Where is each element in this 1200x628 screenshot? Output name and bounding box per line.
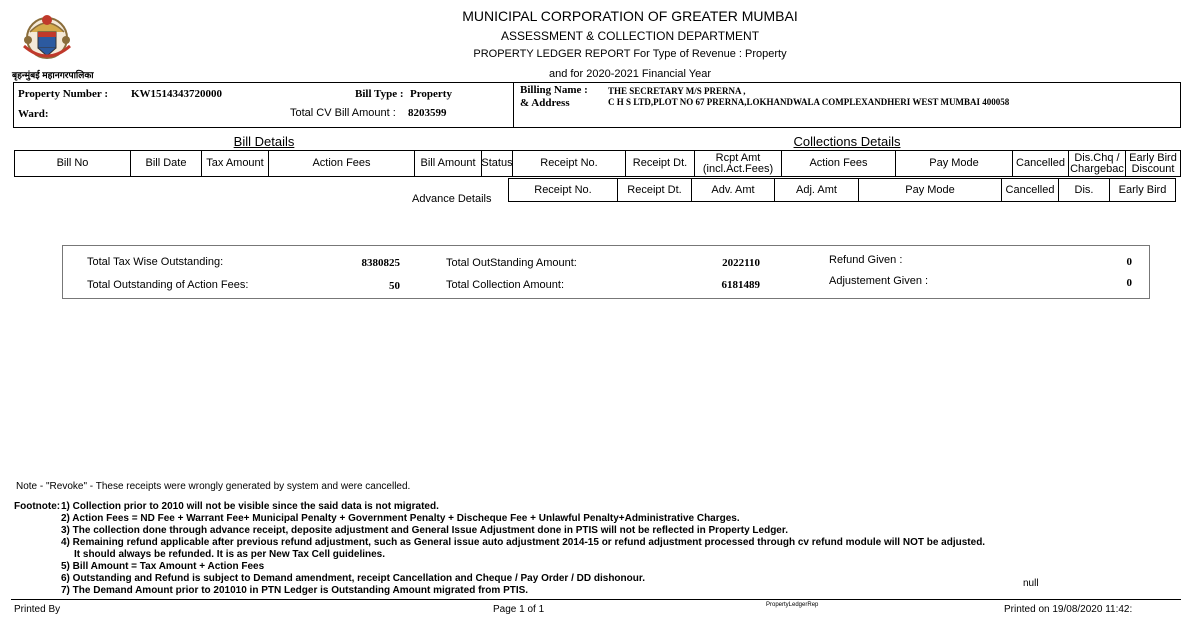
collection-value: 6181489: [721, 279, 760, 291]
bill-type-label: Bill Type :: [355, 88, 404, 100]
collection-label: Total Collection Amount:: [446, 279, 565, 291]
bill-details-title: Bill Details: [233, 134, 295, 149]
collections-header: [512, 150, 1181, 177]
page-number: Page 1 of 1: [493, 604, 545, 615]
adjustment-value: 0: [1126, 277, 1132, 289]
col-cancelled: Cancelled: [1013, 151, 1069, 176]
printed-on: Printed on 19/08/2020 11:42:: [1004, 604, 1133, 615]
footnote-5: 5) Bill Amount = Tax Amount + Action Fees: [61, 561, 265, 572]
bill-details-header: [14, 150, 513, 177]
col-coll-action-fees: Action Fees: [782, 151, 896, 176]
col-bill-no: Bill No: [15, 151, 131, 176]
adv-col-cancelled: Cancelled: [1002, 179, 1059, 201]
adv-col-adj-amt: Adj. Amt: [775, 179, 859, 201]
footnote-3: 3) The collection done through advance receipt, deposite adjustment and General Issue Adjustment done in PTIS will not be reflected in Property Ledger.: [61, 525, 788, 536]
tax-outstanding-label: Total Tax Wise Outstanding:: [87, 256, 224, 268]
action-outstanding-value: 50: [389, 280, 400, 292]
adv-col-pay-mode: Pay Mode: [859, 179, 1002, 201]
col-action-fees: Action Fees: [269, 151, 415, 176]
adjustment-label: Adjustement Given :: [829, 275, 929, 287]
col-pay-mode: Pay Mode: [896, 151, 1013, 176]
cv-amount-label: Total CV Bill Amount :: [290, 107, 396, 119]
action-outstanding-label: Total Outstanding of Action Fees:: [87, 279, 249, 291]
cv-amount: 8203599: [408, 107, 447, 119]
dept-title: ASSESSMENT & COLLECTION DEPARTMENT: [500, 29, 760, 43]
adv-col-receipt-dt: Receipt Dt.: [618, 179, 692, 201]
col-bill-date: Bill Date: [131, 151, 202, 176]
footnote-7: 7) The Demand Amount prior to 201010 in PTN Ledger is Outstanding Amount migrated from PTIS.: [61, 585, 529, 596]
col-status: Status: [481, 157, 513, 169]
bill-type: Property: [410, 88, 452, 100]
footnote-4-cont: It should always be refunded. It is as per New Tax Cell guidelines.: [74, 549, 386, 560]
printed-by: Printed By: [14, 604, 61, 615]
col-receipt-dt: Receipt Dt.: [626, 151, 695, 176]
adv-col-adv-amt: Adv. Amt: [692, 179, 775, 201]
ward-label: Ward:: [18, 108, 49, 120]
property-number: KW1514343720000: [131, 88, 223, 100]
footer-rule: [11, 599, 1181, 600]
null-text: null: [1023, 578, 1039, 589]
footnote-label: Footnote:: [14, 501, 61, 512]
revoke-note: Note - "Revoke" - These receipts were wrongly generated by system and were cancelled.: [16, 481, 411, 492]
advance-details-header: [508, 178, 1176, 202]
billing-name: THE SECRETARY M/S PRERNA ,: [608, 86, 746, 96]
billing-address: C H S LTD,PLOT NO 67 PRERNA,LOKHANDWALA COMPLEXANDHERI WEST MUMBAI 400058: [608, 97, 1010, 107]
col-tax-amount: Tax Amount: [202, 151, 269, 176]
col-receipt-no: Receipt No.: [513, 151, 626, 176]
refund-label: Refund Given :: [829, 254, 903, 266]
address-label: & Address: [520, 97, 570, 109]
collections-details-title: Collections Details: [793, 134, 901, 149]
col-early-bird-discount: Early Bird Discount: [1129, 151, 1177, 175]
info-divider: [513, 82, 514, 128]
refund-value: 0: [1126, 256, 1132, 268]
billing-name-label: Billing Name :: [520, 84, 588, 96]
footnote-2: 2) Action Fees = ND Fee + Warrant Fee+ Municipal Penalty + Government Penalty + Discheque Fee + Unlawful Penalty+Administrative Charges.: [61, 513, 740, 524]
mcgm-logo: [12, 10, 94, 80]
footnote-4: 4) Remaining refund applicable after previous refund adjustment, such as General issue auto adjustment 2014-15 or refund adjustment processed through cv refund module will NOT be adjusted.: [61, 537, 986, 548]
total-outstanding-label: Total OutStanding Amount:: [446, 257, 577, 269]
tax-outstanding-value: 8380825: [361, 257, 400, 269]
col-rcpt-amt: Rcpt Amt (incl.Act.Fees): [695, 151, 782, 176]
financial-year: and for 2020-2021 Financial Year: [548, 68, 712, 80]
col-bill-amount: Bill Amount: [415, 151, 482, 176]
advance-details-label: Advance Details: [412, 193, 492, 205]
property-number-label: Property Number :: [18, 88, 109, 100]
org-title: MUNICIPAL CORPORATION OF GREATER MUMBAI: [462, 8, 798, 24]
footnote-6: 6) Outstanding and Refund is subject to Demand amendment, receipt Cancellation and Cheque / Pay Order / DD dishonour.: [61, 573, 645, 584]
adv-col-receipt-no: Receipt No.: [509, 179, 618, 201]
report-id: PropertyLedgerRep: [766, 602, 819, 608]
report-title: PROPERTY LEDGER REPORT For Type of Revenue : Property: [473, 48, 787, 60]
adv-col-early-bird: Early Bird: [1118, 183, 1167, 196]
total-outstanding-value: 2022110: [722, 257, 760, 269]
adv-col-dis: Dis.: [1059, 179, 1110, 201]
footnote-1: 1) Collection prior to 2010 will not be visible since the said data is not migrated.: [61, 501, 439, 512]
col-dis-chq: Dis.Chq / Chargebac: [1069, 151, 1126, 176]
logo-caption: बृहन्मुंबई महानगरपालिका: [12, 70, 94, 80]
